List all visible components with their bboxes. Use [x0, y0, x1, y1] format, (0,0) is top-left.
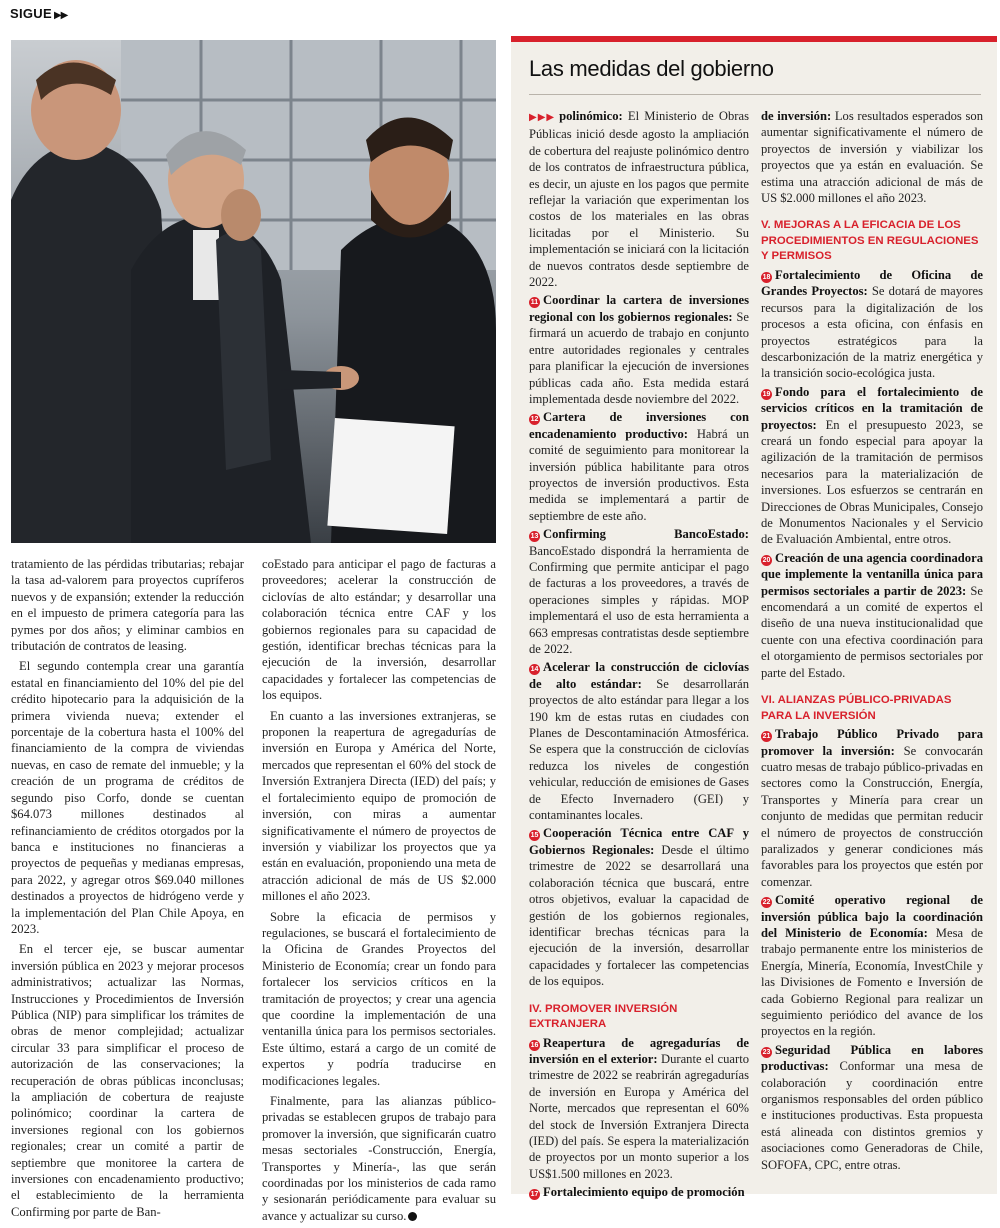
- sidebar-column-1: [529, 108, 749, 1203]
- article-paragraph: Sobre la eficacia de permisos y regulaciones, se buscará el fortalecimiento de la Oficina de Grandes Proyectos del Ministerio de Economía; crear un fondo para fortalecer los servicios críticos en la tramitación de proyectos; y crear una agencia que coordine la implementación de una ventanilla única para los permisos sectoriales. Este último, estará a cargo de un comité de expertos y podría traducirse en modificaciones legales.: [262, 909, 496, 1088]
- measure-item: 18 Fortalecimiento de Oficina de Grandes Proyectos: Se dotará de mayores recursos para la digitalización de los procesos a esta oficina, con énfasis en proyectos estratégicos para la descarbonización de la matriz energética y la transición socio-ecológica justa.: [761, 267, 983, 381]
- number-badge: 13: [530, 533, 539, 541]
- number-badge: 22: [762, 899, 771, 907]
- section-heading: IV. PROMOVER INVERSIÓN EXTRANJERA: [529, 1002, 678, 1031]
- measure-item: 22 Comité operativo regional de inversión pública bajo la coordinación del Ministerio de Economía: Mesa de trabajo permanente entre los ministerios de Energía, Minería, Economía, InvestChile y las Divisiones de Fomento e Inversión de cada Gobierno Regional para realizar un seguimiento periódico del avance de los proyectos en la región.: [761, 893, 983, 1039]
- number-badge: 16: [530, 1041, 539, 1049]
- number-badge: 19: [762, 390, 771, 398]
- sidebar-title: Las medidas del gobierno: [529, 56, 774, 81]
- number-badge: 20: [762, 556, 771, 564]
- section-continue-label: SIGUE ▶▶: [10, 6, 68, 21]
- number-badge: 17: [530, 1191, 539, 1199]
- article-paragraph: En el tercer eje, se buscar aumentar inversión pública en 2023 y mejorar procesos administrativos; actualizar las Normas, Instrucciones y Procedimientos de Inversión Pública (NIP) para simplificar los trámites de obras de menor complejidad; actualizar circular 33 para simplificar el proceso de autorización de las conservaciones; la recuperación de obras públicas inconclusas; la ampliación de cobertura de reajuste polinómico; coordinar la cartera de inversiones regional con los gobiernos regionales; crear un comité a partir de septiembre que monitoree la cartera de inversiones con encadenamiento productivo; el establecimiento de la herramienta Confirming por parte de Ban-: [11, 942, 244, 1219]
- number-badge: 14: [530, 666, 539, 674]
- measure-item: 17 Fortalecimiento equipo de promoción: [530, 1185, 745, 1200]
- number-badge: 12: [530, 416, 539, 424]
- sidebar-column-2: [761, 108, 983, 1175]
- article-paragraph-last: Finalmente, para las alianzas público-privadas se establecen grupos de trabajo para promover la inversión, que significarán cuatro mesas sectoriales -Construcción, Energía, Transportes y Minería-, las que serán coordinadas por los ministerios de cada ramo y sesionarán periódicamente para evaluar su avance y actualizar su curso.: [262, 1094, 496, 1223]
- triple-arrow-icon: ▶▶▶: [529, 112, 556, 123]
- number-badge: 18: [762, 273, 771, 281]
- photo-handshake-icon: [11, 40, 496, 543]
- news-photo: [11, 40, 496, 543]
- measures-sidebar: [511, 36, 997, 1200]
- measure-item: 21 Trabajo Público Privado para promover la inversión: Se convocarán cuatro mesas de trabajo público-privadas en sectores como la Construcción, Energía, Transportes y Minería para crear un conjunto de medidas que permitan reducir el número de proyectos de construcción paralizados y generar condiciones más favorables para los proyectos que estén por comenzar.: [761, 727, 983, 889]
- measure-item: 11 Coordinar la cartera de inversiones regional con los gobiernos regionales: Se firmará un acuerdo de trabajo en conjunto entre autoridades regionales y centrales para planificar la ejecución de inversiones públicas cada año. Esta medida estará implementada desde noviembre del 2022.: [529, 293, 749, 406]
- section-heading: V. MEJORAS A LA EFICACIA DE LOS PROCEDIMIENTOS EN REGULACIONES Y PERMISOS: [761, 219, 979, 263]
- article-column-1: [11, 556, 244, 1224]
- section-heading: VI. ALIANZAS PÚBLICO-PRIVADAS PARA LA INVERSIÓN: [761, 694, 952, 722]
- article-paragraph: El segundo contempla crear una garantía estatal en financiamiento del 10% del pie del crédito hipotecario para la adquisición de la primera vivienda nueva; extender el porcentaje de la cobertura hasta el 100% del financiamiento de la compra de viviendas nuevas, en caso de remate del inmueble; y la creación de un programa de créditos de segundo piso Corfo, donde se cuentan $64.073 millones destinados al refinanciamiento de créditos otorgados por la banca e instituciones no financieras a proyectos de pequeñas y medianas empresas, para 2022, y agregar otros $69.040 millones destinados a proyectos de hidrógeno verde y la implementación del Plan Chile Apoya, en 2023.: [11, 659, 244, 936]
- article-paragraph: tratamiento de las pérdidas tributarias; rebajar la tasa ad-valorem para proyectos cupríferos nuevos y de expansión; extender la reducción en el impuesto de primera categoría para las pymes por dos años; y eliminar cambios en tributación de contratos de leasing.: [11, 557, 244, 654]
- measure-item: 19 Fondo para el fortalecimiento de servicios críticos en la tramitación de proyectos: En el presupuesto 2023, se creará un fondo especial para apoyar la agilización de la tramitación de permisos necesarios para la materialización de inversiones. Los esfuerzos se centrarán en Direcciones de Obras Municipales, Consejo de Monumentos Nacionales y el Servicio de Evaluación Ambiental, entre otros.: [761, 384, 983, 547]
- measure-item: 16 Reapertura de agregadurías de inversión en el exterior: Durante el cuarto trimestre de 2022 se reabrirán agregadurías de inversión en Europa y América del Norte, mercados que representan el 60% del stock de Inversión Extranjera Directa (IED) del país. Se espera la materialización de proyectos por un monto superior a los US$1.500 millones en 2023.: [529, 1035, 749, 1181]
- number-badge: 11: [530, 299, 539, 307]
- measure-item: 14 Acelerar la construcción de ciclovías de alto estándar: Se desarrollarán proyectos de alto estándar para llegar a los 190 km de estas rutas en ciudades con Planes de Descontaminación Atmosférica. Se espera que la construcción de ciclovías reduzca los niveles de congestión vehicular, reducción de emisiones de Gases de Efecto Invernadero (GEI) y contaminantes locales.: [529, 660, 749, 823]
- measure-item: 23 Seguridad Pública en labores productivas: Conformar una mesa de colaboración y coordinación entre organismos responsables del orden público e instituciones productivas. Esta propuesta está alineada con distintos gremios y asociaciones como Generadoras de Chile, SOFOFA, CPC, entre otras.: [761, 1042, 983, 1172]
- article-paragraph: En cuanto a las inversiones extranjeras, se proponen la reapertura de agregadurías de inversión en Europa y América del Norte, mercados que representan el 60% del stock de Inversión Extranjera Directa (IED) del país; y el fortalecimiento equipo de promoción de inversión, con miras a aumentar significativamente el número de proyectos de inversión y viabilizar los proyectos que ya están en evaluación, proponiendo una meta de atracción adicional de más de US $2.000 millones el año 2023.: [262, 708, 496, 904]
- number-badge: 23: [762, 1048, 771, 1056]
- measure-item: de inversión: Los resultados esperados son aumentar significativamente el número de proyectos de inversión y viabilizar los proyectos que ya están en evaluación. Se estima una atracción adicional de más de US $2.000 millones el año 2023.: [761, 109, 983, 206]
- measure-item: 20 Creación de una agencia coordinadora que implemente la ventanilla única para permisos sectoriales a partir de 2023: Se encomendará a un comité de expertos el diseño de una nueva institucionalidad que cuente con una efectiva coordinación para el otorgamiento de permisos sectoriales por parte del Estado.: [761, 550, 983, 680]
- article-column-2: [262, 556, 496, 1228]
- number-badge: 21: [762, 733, 771, 741]
- title-divider: [529, 94, 981, 95]
- measure-item: 15 Cooperación Técnica entre CAF y Gobiernos Regionales: Desde el último trimestre de 2022 se desarrollará una colaboración técnica que buscará, entre otros objetivos, evaluar la capacidad de gestión de los gobiernos regionales, identificar brechas técnicas para la ejecución de la inversión, desarrollar capacidades y fortalecer las competencias de los equipos.: [529, 826, 749, 989]
- number-badge: 15: [530, 832, 539, 840]
- double-arrow-icon: ▶▶: [53, 10, 68, 21]
- measure-item: 12 Cartera de inversiones con encadenamiento productivo: Habrá un comité de seguimiento para monitorear la inversión pública habilitante para otros proyectos de inversión productivos. Esta medida se implementará a partir de septiembre de este año.: [529, 410, 750, 523]
- end-mark-icon: [408, 1212, 417, 1221]
- article-paragraph: coEstado para anticipar el pago de facturas a proveedores; acelerar la construcción de ciclovías de alto estándar; y desarrollar una colaboración técnica entre CAF y los gobiernos regionales para su capacidad de gestión, identificar brechas técnicas para la ejecución de la inversión, desarrollar capacidades y fortalecer las competencias de los equipos.: [262, 557, 496, 703]
- measure-item: ▶▶▶ polinómico: El Ministerio de Obras Públicas inició desde agosto la ampliación de cobertura del reajuste polinómico dentro de los contratos de infraestructura pública, es decir, un ajuste en los pagos que permite reflejar la variación que experimentan los costos de los materiales en las obras licitadas por el Ministerio. Su implementación se iniciará con la licitación de nuevos contratos desde septiembre de 2022.: [529, 109, 749, 290]
- measure-item: 13 Confirming BancoEstado: BancoEstado dispondrá la herramienta de Confirming que permite anticipar el pago de facturas a los proveedores, a través de operaciones simples y rápidas. MOP implementará el uso de esta herramienta a 663 empresas contratistas desde septiembre de 2022.: [529, 527, 749, 656]
